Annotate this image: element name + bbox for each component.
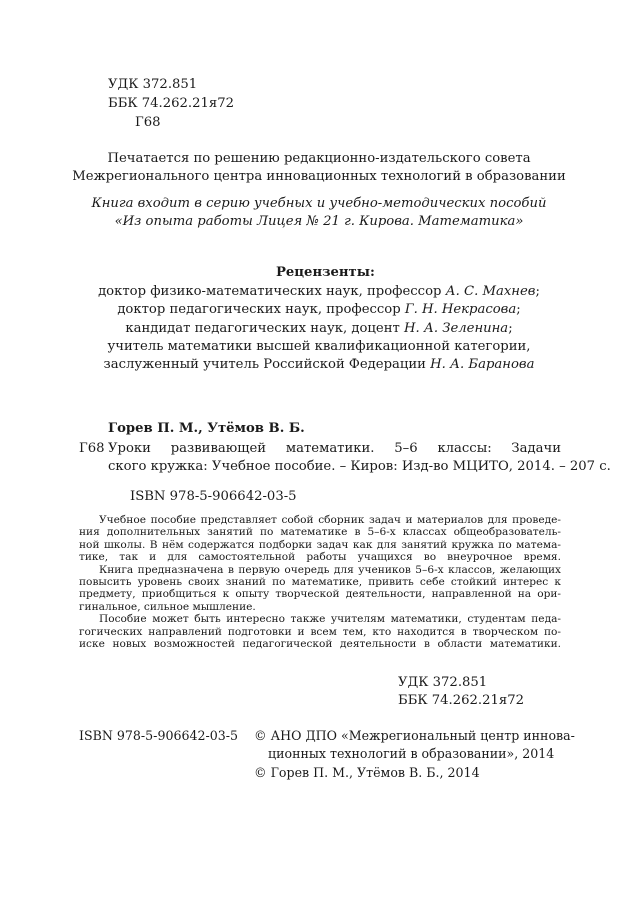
udk-code: УДК 372.851: [108, 77, 198, 92]
book-authors: Горев П. М., Утёмов В. Б.: [108, 421, 305, 436]
footer-bbk-code: ББК 74.262.21я72: [398, 693, 524, 708]
annotation-p1-l2: ния дополнительных занятий по математике в 5–6-х классах общеобразователь-: [79, 526, 561, 539]
annotation-p3-l3: иске новых возможностей педагогической деятельности в области математики.: [79, 637, 561, 650]
annotation: [79, 514, 561, 650]
annotation-p3-l1: Пособие может быть интересно также учителям математики, студентам педа-: [99, 613, 561, 626]
book-title-line2: ского кружка: Учебное пособие. – Киров: Изд-во МЦИТО, 2014. – 207 с.: [108, 459, 611, 474]
bbk-code: ББК 74.262.21я72: [108, 96, 234, 111]
annotation-p2-l3: предмету, приобщиться к опыту творческой деятельности, направленной на ори-: [79, 588, 561, 601]
annotation-p2-l2: повысить уровень своих знаний по математике, привить себе стойкий интерес к: [79, 575, 561, 588]
reviewers-heading: Рецензенты:: [276, 265, 375, 280]
series-note-line2: «Из опыта работы Лицея № 21 г. Кирова. Математика»: [114, 214, 524, 229]
reviewer-1: доктор физико-математических наук, профессор А. С. Махнев;: [98, 284, 540, 299]
annotation-p2-l1: Книга предназначена в первую очередь для учеников 5–6-х классов, желающих: [99, 563, 561, 576]
annotation-p1-l3: ной школы. В нём содержатся подборки задач как для занятий кружка по матема-: [79, 538, 561, 551]
book-isbn: ISBN 978-5-906642-03-5: [130, 489, 297, 504]
reviewer-3: кандидат педагогических наук, доцент Н. А. Зеленина;: [125, 321, 513, 336]
annotation-p1-l4: тике, так и для самостоятельной работы учащихся во внеурочное время.: [79, 551, 561, 564]
copyright-line1: © АНО ДПО «Межрегиональный центр иннова-: [254, 728, 575, 743]
publisher-note-line2: Межрегионального центра инновационных технологий в образовании: [72, 169, 566, 184]
book-author-mark: Г68: [79, 441, 105, 456]
annotation-p2-l4: гинальное, сильное мышление.: [79, 600, 256, 613]
copyright-line2: ционных технологий в образовании», 2014: [268, 746, 555, 761]
annotation-p1-l1: Учебное пособие представляет собой сборник задач и материалов для проведе-: [99, 514, 561, 526]
series-note-line1: Книга входит в серию учебных и учебно-методических пособий: [91, 196, 547, 211]
footer-udk-code: УДК 372.851: [398, 675, 488, 690]
copyright-isbn: ISBN 978-5-906642-03-5: [79, 728, 239, 743]
annotation-p3-l2: гогических направлений подготовки и всем тем, кто находится в творческом по-: [79, 625, 561, 638]
reviewer-5: заслуженный учитель Российской Федерации Н. А. Баранова: [103, 357, 535, 372]
reviewer-4: учитель математики высшей квалификационной категории,: [107, 339, 531, 354]
publisher-note-line1: Печатается по решению редакционно-издательского совета: [107, 151, 531, 166]
author-mark: Г68: [135, 115, 161, 130]
reviewer-2: доктор педагогических наук, профессор Г. Н. Некрасова;: [117, 302, 521, 317]
copyright-line3: © Горев П. М., Утёмов В. Б., 2014: [254, 765, 480, 780]
book-title-line1: Уроки развивающей математики. 5–6 классы: Задачи: [108, 441, 561, 456]
